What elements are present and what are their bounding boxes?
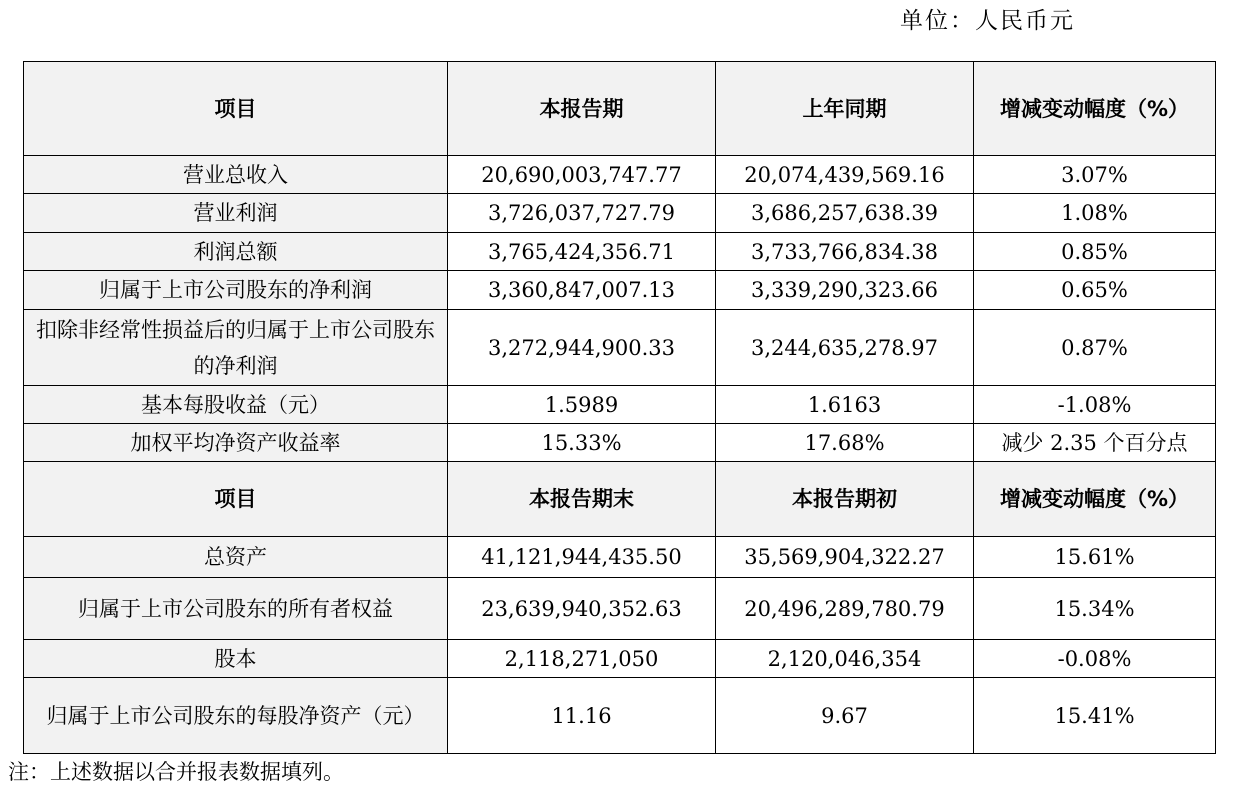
cell-prior: 20,496,289,780.79 — [716, 578, 974, 640]
table-row — [24, 386, 1216, 424]
row-label: 总资产 — [24, 537, 448, 578]
table-row — [24, 310, 1216, 386]
cell-change: 15.61% — [974, 537, 1216, 578]
cell-current: 2,118,271,050 — [448, 640, 716, 678]
row-label: 加权平均净资产收益率 — [24, 424, 448, 462]
table-row — [24, 640, 1216, 678]
table-row — [24, 424, 1216, 462]
row-label: 营业总收入 — [24, 156, 448, 194]
cell-change: 0.85% — [974, 233, 1216, 271]
cell-current: 41,121,944,435.50 — [448, 537, 716, 578]
table-row — [24, 578, 1216, 640]
row-label: 利润总额 — [24, 233, 448, 271]
row-label: 基本每股收益（元） — [24, 386, 448, 424]
cell-change: 0.87% — [974, 310, 1216, 386]
cell-current: 15.33% — [448, 424, 716, 462]
row-label: 归属于上市公司股东的所有者权益 — [24, 578, 448, 640]
cell-change: 1.08% — [974, 194, 1216, 233]
cell-change: 减少 2.35 个百分点 — [974, 424, 1216, 462]
table-row — [24, 156, 1216, 194]
table-row — [24, 678, 1216, 754]
table-row — [24, 271, 1216, 310]
cell-prior: 9.67 — [716, 678, 974, 754]
cell-current: 3,272,944,900.33 — [448, 310, 716, 386]
row-label: 股本 — [24, 640, 448, 678]
unit-label: 单位：人民币元 — [900, 8, 1075, 34]
header-prior-year: 上年同期 — [716, 62, 974, 156]
row-label: 归属于上市公司股东的每股净资产（元） — [24, 678, 448, 754]
cell-prior: 3,244,635,278.97 — [716, 310, 974, 386]
cell-prior: 3,686,257,638.39 — [716, 194, 974, 233]
cell-prior: 3,733,766,834.38 — [716, 233, 974, 271]
cell-prior: 2,120,046,354 — [716, 640, 974, 678]
cell-current: 3,765,424,356.71 — [448, 233, 716, 271]
cell-change: 15.34% — [974, 578, 1216, 640]
cell-current: 11.16 — [448, 678, 716, 754]
cell-change: 3.07% — [974, 156, 1216, 194]
cell-change: 15.41% — [974, 678, 1216, 754]
row-label: 扣除非经常性损益后的归属于上市公司股东的净利润 — [24, 310, 448, 386]
cell-prior: 20,074,439,569.16 — [716, 156, 974, 194]
header-item: 项目 — [24, 462, 448, 537]
header-current-period: 本报告期 — [448, 62, 716, 156]
cell-current: 23,639,940,352.63 — [448, 578, 716, 640]
header-change: 增减变动幅度（%） — [974, 462, 1216, 537]
row-label: 营业利润 — [24, 194, 448, 233]
table-row — [24, 233, 1216, 271]
table-header-row — [24, 462, 1216, 537]
header-period-end: 本报告期末 — [448, 462, 716, 537]
cell-prior: 17.68% — [716, 424, 974, 462]
cell-current: 20,690,003,747.77 — [448, 156, 716, 194]
cell-current: 3,360,847,007.13 — [448, 271, 716, 310]
cell-prior: 35,569,904,322.27 — [716, 537, 974, 578]
cell-current: 1.5989 — [448, 386, 716, 424]
cell-change: -1.08% — [974, 386, 1216, 424]
row-label: 归属于上市公司股东的净利润 — [24, 271, 448, 310]
header-period-start: 本报告期初 — [716, 462, 974, 537]
cell-change: -0.08% — [974, 640, 1216, 678]
table-row — [24, 194, 1216, 233]
cell-current: 3,726,037,727.79 — [448, 194, 716, 233]
header-change: 增减变动幅度（%） — [974, 62, 1216, 156]
cell-prior: 1.6163 — [716, 386, 974, 424]
table-header-row — [24, 62, 1216, 156]
financial-table — [23, 61, 1216, 754]
table-footnote: 注：上述数据以合并报表数据填列。 — [8, 760, 344, 784]
header-item: 项目 — [24, 62, 448, 156]
cell-change: 0.65% — [974, 271, 1216, 310]
cell-prior: 3,339,290,323.66 — [716, 271, 974, 310]
table-row — [24, 537, 1216, 578]
